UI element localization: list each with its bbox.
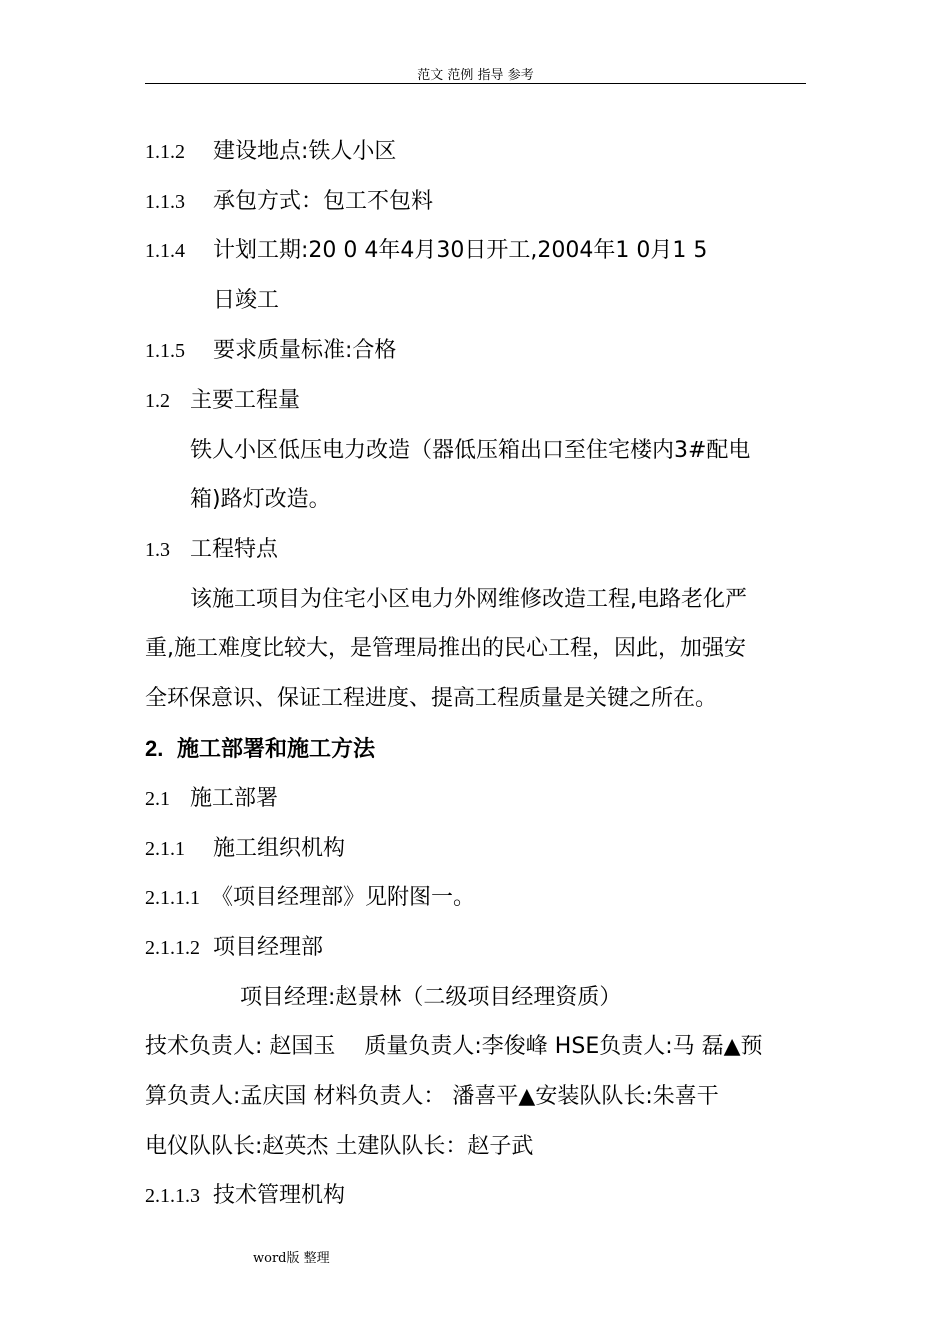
staff-text: 项目经理:赵景林（二级项目经理资质） — [240, 985, 622, 1010]
clause-text: 技术管理机构 — [213, 1183, 346, 1208]
paragraph-text: 全环保意识、保证工程进度、提高工程质量是关键之所在。 — [145, 686, 718, 711]
paragraph-text: 铁人小区低压电力改造（器低压箱出口至住宅楼内3#配电 — [190, 438, 751, 463]
clause-1-1-3 — [145, 187, 433, 217]
clause-2-1-1-3 — [145, 1181, 345, 1211]
section-1-3 — [145, 535, 278, 565]
paragraph-line — [190, 436, 750, 466]
staff-text: 电仪队队长:赵英杰 土建队队长：赵子武 — [145, 1134, 534, 1159]
clause-2-1-1-2 — [145, 933, 323, 963]
clause-1-1-5 — [145, 336, 396, 366]
clause-number: 1.1.2 — [145, 141, 185, 163]
section-1-2 — [145, 386, 300, 416]
clause-number: 1.1.3 — [145, 191, 185, 213]
chapter-title: 施工部署和施工方法 — [177, 737, 376, 762]
clause-number: 2.1.1.2 — [145, 937, 200, 959]
clause-text: 承包方式：包工不包料 — [213, 189, 434, 214]
clause-text: 日竣工 — [213, 288, 280, 313]
clause-1-1-2 — [145, 137, 396, 167]
section-title: 工程特点 — [190, 537, 279, 562]
staff-text: 算负责人:孟庆国 材料负责人： 潘喜平▲安装队队长:朱喜干 — [145, 1084, 719, 1109]
paragraph-line — [145, 634, 746, 664]
staff-line — [145, 1132, 533, 1162]
page-footer: word版 整理 — [253, 1251, 330, 1266]
clause-number: 1.1.4 — [145, 240, 185, 262]
chapter-heading-2 — [145, 734, 375, 765]
section-title: 主要工程量 — [190, 388, 301, 413]
clause-number: 2.1.1.1 — [145, 887, 200, 909]
staff-text: 技术负责人: 赵国玉 质量负责人:李俊峰 HSE负责人:马 磊▲预 — [145, 1034, 763, 1059]
clause-number: 2.1.1.3 — [145, 1185, 200, 1207]
clause-number: 2.1.1 — [145, 838, 185, 860]
paragraph-line — [190, 485, 331, 515]
clause-text: 《项目经理部》见附图一。 — [211, 885, 476, 910]
clause-number: 1.1.5 — [145, 340, 185, 362]
section-2-1 — [145, 784, 278, 814]
paragraph-line — [145, 684, 717, 714]
paragraph-text: 该施工项目为住宅小区电力外网维修改造工程,电路老化严 — [190, 587, 747, 612]
section-number: 1.2 — [145, 390, 170, 412]
staff-line — [145, 1082, 719, 1112]
clause-2-1-1 — [145, 834, 345, 864]
staff-line — [145, 1032, 763, 1062]
clause-text: 施工组织机构 — [213, 836, 346, 861]
section-title: 施工部署 — [190, 786, 279, 811]
header-rule — [145, 83, 806, 84]
paragraph-text: 重,施工难度比较大，是管理局推出的民心工程，因此，加强安 — [145, 636, 746, 661]
page-header: 范文 范例 指导 参考 — [417, 68, 534, 83]
section-number: 2.1 — [145, 788, 170, 810]
staff-line-manager — [240, 983, 621, 1013]
clause-text: 要求质量标准:合格 — [213, 338, 397, 363]
section-number: 1.3 — [145, 539, 170, 561]
chapter-number: 2. — [145, 736, 164, 761]
clause-1-1-4 — [145, 236, 707, 266]
clause-text: 计划工期:20 0 4年4月30日开工,2004年1 0月1 5 — [213, 238, 708, 263]
clause-text: 建设地点:铁人小区 — [213, 139, 397, 164]
paragraph-line — [190, 585, 747, 615]
clause-text: 项目经理部 — [213, 935, 324, 960]
paragraph-text: 箱)路灯改造。 — [190, 487, 331, 512]
clause-continuation — [213, 286, 279, 316]
clause-2-1-1-1 — [145, 883, 475, 913]
